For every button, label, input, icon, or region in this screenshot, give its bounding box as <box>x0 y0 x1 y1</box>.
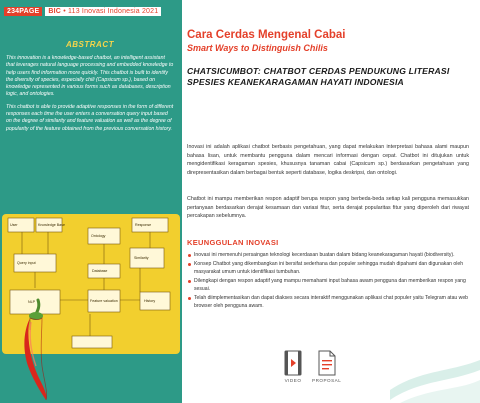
keunggulan-heading: KEUNGGULAN INOVASI <box>187 238 279 247</box>
page-subtitle: Smart Ways to Distinguish Chilis <box>187 43 328 53</box>
abstract-para-1: This innovation is a knowledge-based chatbot, an intelligent assistant that leverages natural language processing and embedded knowledge to help users find information more quickly. This chatbot is built to identify the diversity of species, especially chili (Capsicum sp.), based on knowledge represented in various forms such as databases, description logic, and ontologies. <box>6 55 174 98</box>
diagram-label-similarity: Similarity <box>134 256 149 260</box>
diagram-label-history: History <box>144 299 156 303</box>
left-panel <box>0 0 182 403</box>
page-number: 234PAGE <box>4 7 42 16</box>
video-link[interactable] <box>284 350 302 383</box>
diagram-label-ontology: Ontology <box>91 234 106 238</box>
abstract-para-2: This chatbot is able to provide adaptive responses in the form of different responses each time the user enters a conversation query input based on the degree of similarity and feature valuation as well as the degree of popularity of the feature obtained from the previous conversation history. <box>6 103 174 132</box>
header-rest: 113 Inovasi Indonesia 2021 <box>68 8 159 15</box>
diagram-label-user: User <box>10 223 18 227</box>
list-item: Inovasi ini memenuhi persaingan teknologi kecerdasan buatan dalam bidang keanekaragaman hayati (biodiversity). <box>187 251 469 259</box>
decorative-swoosh <box>390 330 480 403</box>
diagram-box-output <box>72 336 112 348</box>
page-header <box>4 6 161 17</box>
video-icon <box>284 350 302 376</box>
keunggulan-list <box>187 251 469 311</box>
diagram-label-feature: Feature valuation <box>90 299 118 303</box>
diagram-label-nlp: NLP <box>28 300 35 304</box>
diagram-label-kb: Knowledge Base <box>38 223 65 227</box>
diagram-label-query: Query input <box>17 261 36 265</box>
document-icon <box>318 350 336 376</box>
list-item: Dilengkapi dengan respon adaptif yang mampu memahami input bahasa awam pengguna dan memberikan respon yang sesuai. <box>187 277 469 293</box>
abstract-section <box>6 40 174 138</box>
header-series <box>45 7 161 16</box>
abstract-heading: ABSTRACT <box>66 40 114 49</box>
body-paragraph-2: Chatbot ini mampu memberikan respon adaptif berupa respon yang berbeda-beda setiap kali pengguna memasukkan pertanyaan berdasarkan derajat kesamaan dan variasi fitur, serta derajat popularitas fitur yang diperoleh dari riwayat percakapan sebelumnya. <box>187 196 469 220</box>
header-prefix: BIC <box>48 8 62 15</box>
body-paragraph-1: Inovasi ini adalah aplikasi chatbot berbasis pengetahuan, yang dapat melakukan interpretasi bahasa alami maupun bahasa lisan, untuk membantu pengguna dalam mencari informasi dengan cepat. Chatbot ini ditujukan untuk mengidentifikasi keragaman spesies, khususnya tanaman cabai (Capsicum sp.) berdasarkan pengetahuan yang direpresentasikan dalam berbagai bentuk seperti database, logika deskripsi, dan ontologi. <box>187 144 469 176</box>
list-item: Konsep Chatbot yang dikembangkan ini bersifat sederhana dan populer sehingga mudah dipahami dan digunakan oleh masyarakat umum untuk identifikasi tumbuhan. <box>187 260 469 276</box>
video-label: VIDEO <box>284 378 302 383</box>
proposal-link[interactable] <box>312 350 341 383</box>
diagram-label-response: Response <box>135 223 152 227</box>
article-headline: CHATSICUMBOT: CHATBOT CERDAS PENDUKUNG LITERASI SPESIES KEANEKARAGAMAN HAYATI INDONESIA <box>187 66 450 87</box>
header-separator: • <box>63 8 66 15</box>
list-item: Telah diimplementasikan dan dapat diakses secara interaktif menggunakan aplikasi chat populer yaitu Telegram atau web browser oleh pengguna awam. <box>187 294 469 310</box>
page-title: Cara Cerdas Mengenal Cabai <box>187 29 346 41</box>
diagram-label-db: Database <box>92 269 108 273</box>
proposal-label: PROPOSAL <box>312 378 342 383</box>
chili-pepper-image <box>16 296 56 403</box>
